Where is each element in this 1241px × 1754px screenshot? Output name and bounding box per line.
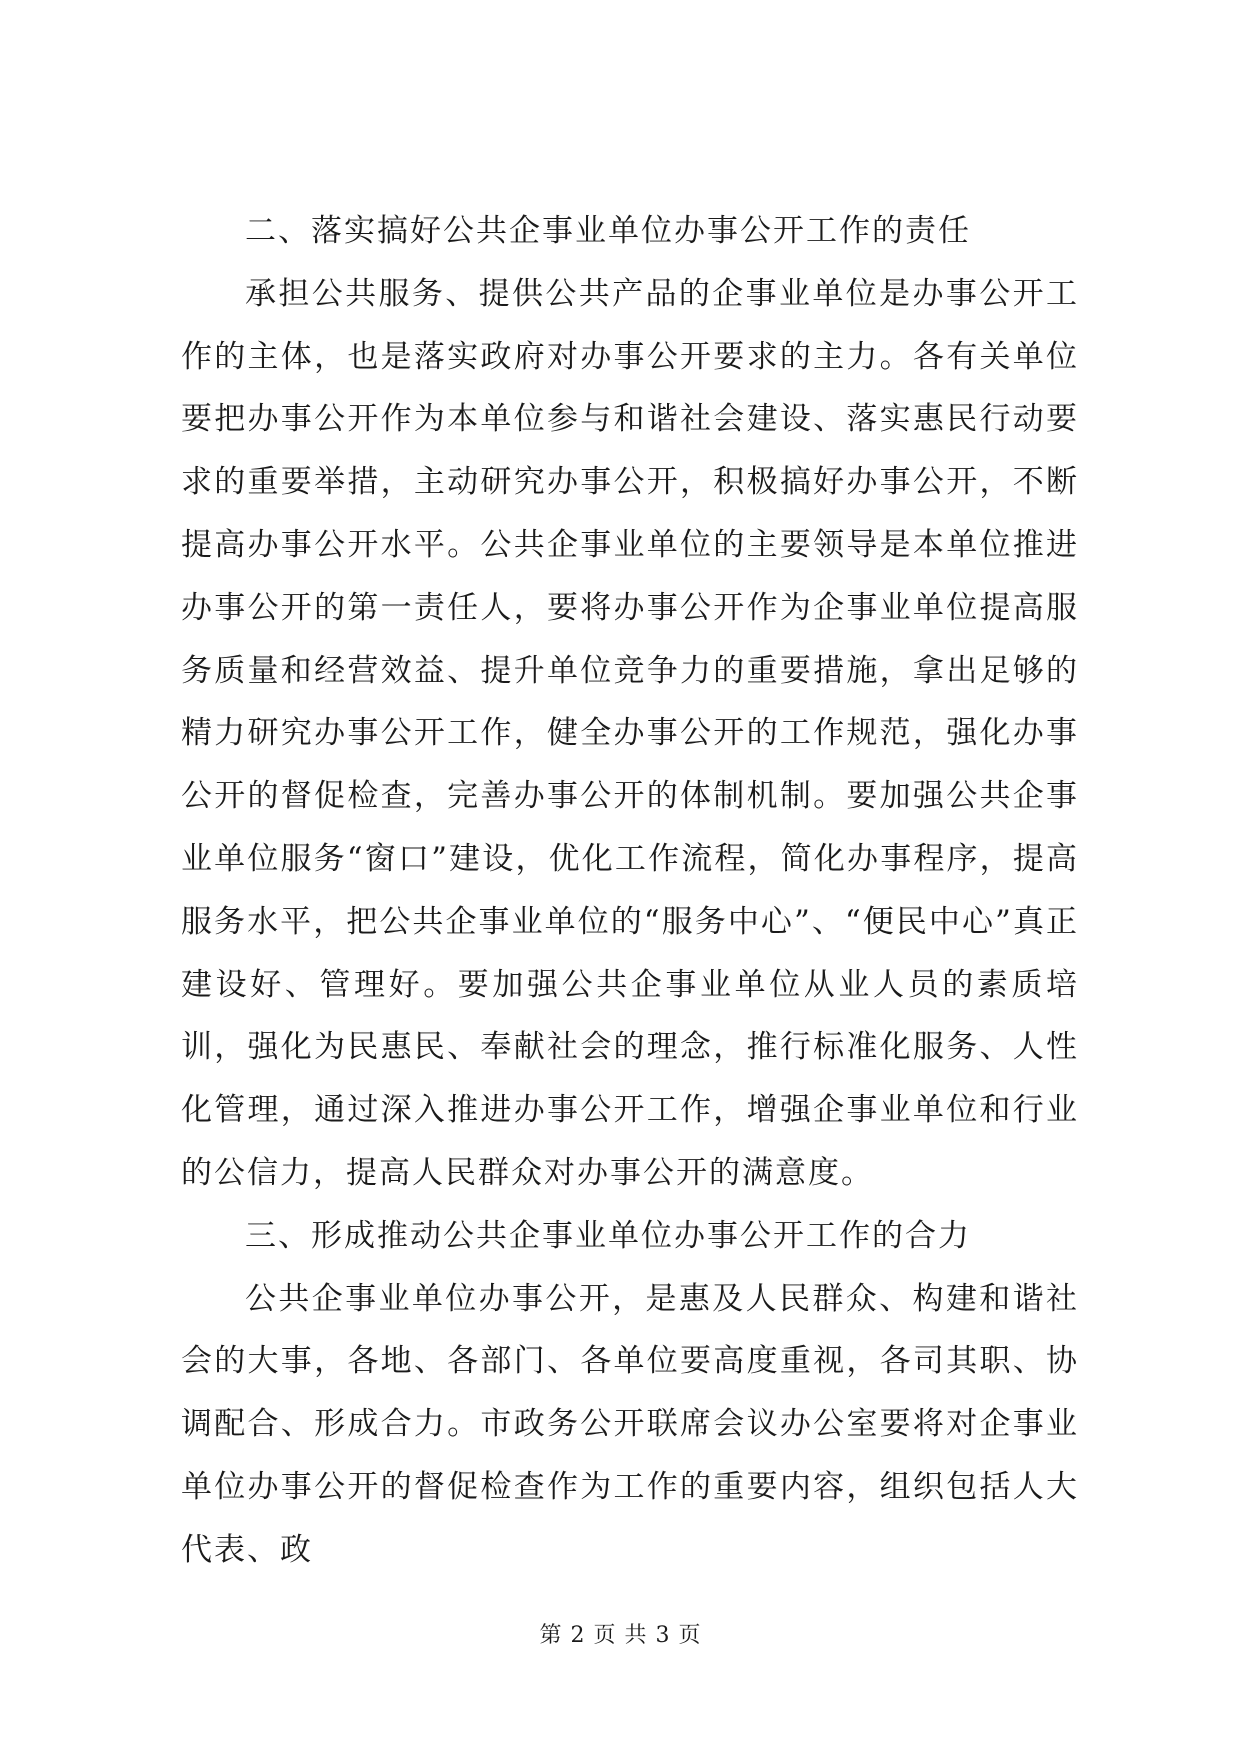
section-paragraph-2: 承担公共服务、提供公共产品的企事业单位是办事公开工作的主体，也是落实政府对办事公开要求的主力。各有关单位要把办事公开作为本单位参与和谐社会建设、落实惠民行动要求的重要举措，主动研究办事公开，积极搞好办事公开，不断提高办事公开水平。公共企事业单位的主要领导是本单位推进办事公开的第一责任人，要将办事公开作为企事业单位提高服务质量和经营效益、提升单位竞争力的重要措施，拿出足够的精力研究办事公开工作，健全办事公开的工作规范，强化办事公开的督促检查，完善办事公开的体制机制。要加强公共企事业单位服务“窗口”建设，优化工作流程，简化办事程序，提高服务水平，把公共企事业单位的“服务中心”、“便民中心”真正建设好、管理好。要加强公共企事业单位从业人员的素质培训，强化为民惠民、奉献社会的理念，推行标准化服务、人性化管理，通过深入推进办事公开工作，增强企事业单位和行业的公信力，提高人民群众对办事公开的满意度。	[181, 275, 1079, 1191]
document-body	[181, 200, 1079, 1582]
section-heading-2: 二、落实搞好公共企事业单位办事公开工作的责任	[245, 213, 971, 249]
section-heading-3: 三、形成推动公共企事业单位办事公开工作的合力	[245, 1217, 971, 1254]
section-paragraph-3: 公共企事业单位办事公开，是惠及人民群众、构建和谐社会的大事，各地、各部门、各单位要高度重视，各司其职、协调配合、形成合力。市政务公开联席会议办公室要将对企事业单位办事公开的督促检查作为工作的重要内容，组织包括人大代表、政	[181, 1280, 1079, 1568]
page-number-footer: 第 2 页 共 3 页	[539, 1623, 702, 1648]
